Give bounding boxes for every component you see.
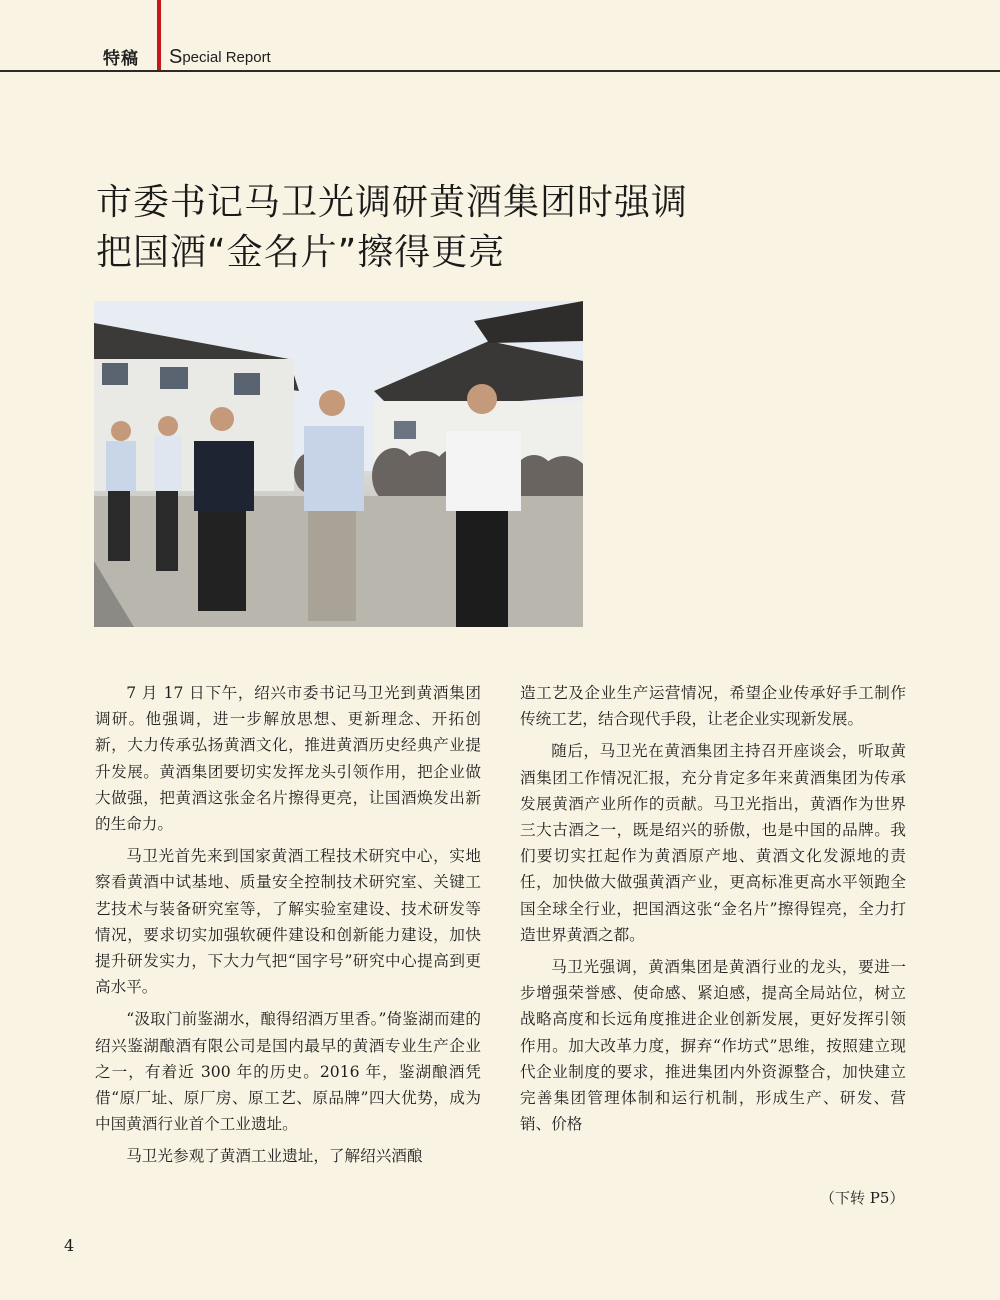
- article-paragraph: 7 月 17 日下午，绍兴市委书记马卫光到黄酒集团调研。他强调，进一步解放思想、更新理念、开拓创新，大力传承弘扬黄酒文化，推进黄酒历史经典产业提升发展。黄酒集团要切实发挥龙头引领作用，把企业做大做强，把黄酒这张金名片擦得更亮，让国酒焕发出新的生命力。: [95, 684, 481, 834]
- continued-note: （下转 P5）: [820, 1189, 905, 1207]
- article-paragraph: 马卫光首先来到国家黄酒工程技术研究中心，实地察看黄酒中试基地、质量安全控制技术研究室、关键工艺技术与装备研究室等，了解实验室建设、技术研发等情况，要求切实加强软硬件建设和创新能力建设，加快提升研发实力，下大力气把“国字号”研究中心提高到更高水平。: [95, 847, 481, 997]
- article-column-left: [95, 680, 481, 1176]
- section-label-en: [169, 45, 271, 68]
- article-column-right: [520, 680, 906, 1143]
- section-label-en-initial: S: [169, 46, 183, 68]
- article-headline: [96, 178, 916, 278]
- page-number: 4: [64, 1236, 75, 1255]
- page-header: [0, 0, 1000, 72]
- headline-line-1: 市委书记马卫光调研黄酒集团时强调: [96, 182, 689, 223]
- header-red-bar: [157, 0, 161, 72]
- section-label-cn: 特稿: [103, 49, 139, 69]
- article-paragraph-continuation: 造工艺及企业生产运营情况，希望企业传承好手工制作传统工艺，结合现代手段，让老企业实现新发展。: [520, 684, 906, 729]
- photo-illustration: [94, 301, 583, 627]
- article-paragraph: 随后，马卫光在黄酒集团主持召开座谈会，听取黄酒集团工作情况汇报，充分肯定多年来黄酒集团为传承发展黄酒产业所作的贡献。马卫光指出，黄酒作为世界三大古酒之一，既是绍兴的骄傲，也是中国的品牌。我们要切实扛起作为黄酒原产地、黄酒文化发源地的责任，加快做大做强黄酒产业，更高标准更高水平领跑全国全球全行业，把国酒这张“金名片”擦得锃亮，全力打造世界黄酒之都。: [520, 742, 906, 944]
- article-paragraph: “汲取门前鉴湖水，酿得绍酒万里香。”倚鉴湖而建的绍兴鉴湖酿酒有限公司是国内最早的黄酒专业生产企业之一，有着近 300 年的历史。2016 年，鉴湖酿酒凭借“原厂址、原厂房、原工艺、原品牌”四大优势，成为中国黄酒行业首个工业遗址。: [95, 1010, 481, 1134]
- headline-line-2: 把国酒“金名片”擦得更亮: [96, 232, 506, 273]
- header-rule: [0, 70, 1000, 72]
- news-photo: [94, 301, 583, 627]
- article-paragraph: 马卫光强调，黄酒集团是黄酒行业的龙头，要进一步增强荣誉感、使命感、紧迫感，提高全局站位，树立战略高度和长远角度推进企业创新发展，更好发挥引领作用。加大改革力度，摒弃“作坊式”思维，按照建立现代企业制度的要求，推进集团内外资源整合，加快建立完善集团管理体制和运行机制，形成生产、研发、营销、价格: [520, 958, 906, 1134]
- section-label-en-rest: pecial Report: [182, 49, 271, 66]
- article-paragraph: 马卫光参观了黄酒工业遗址，了解绍兴酒酿: [126, 1147, 423, 1166]
